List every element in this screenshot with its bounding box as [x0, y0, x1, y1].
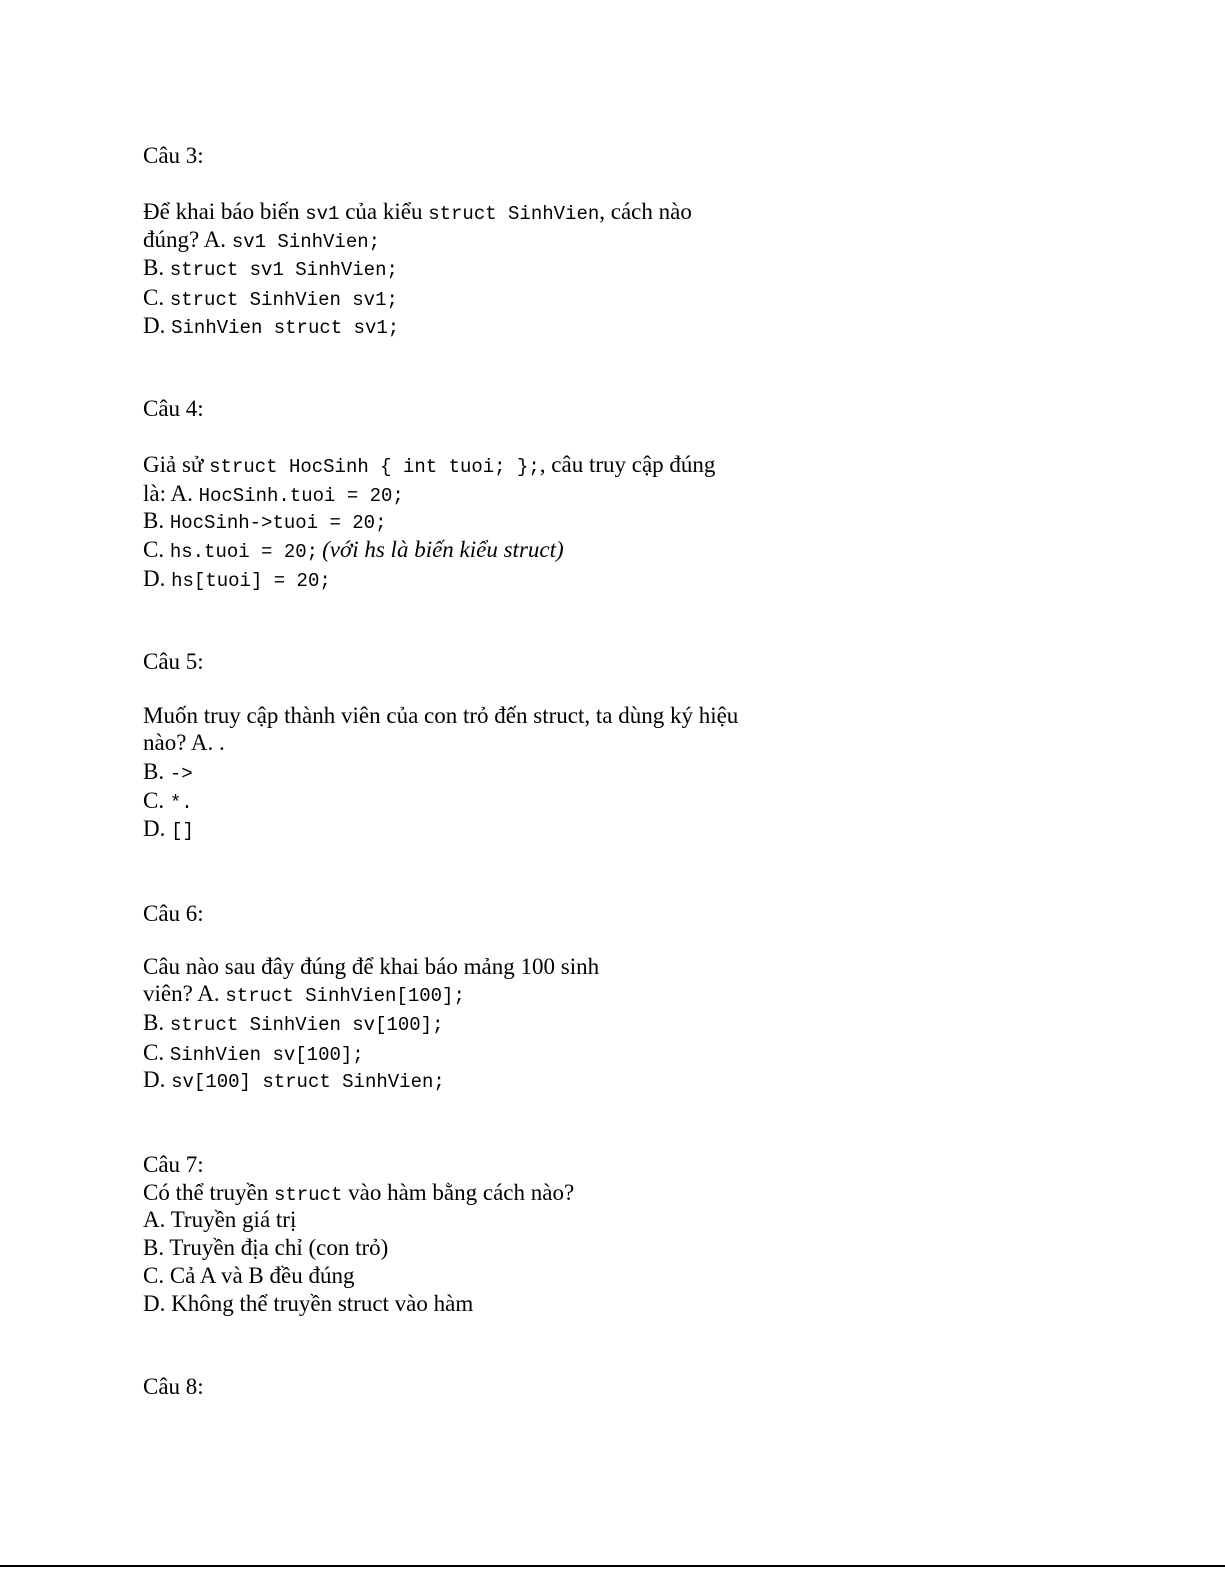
q7-stem-text-1: Có thể truyền — [143, 1180, 274, 1205]
q4-stem-text-2: , câu truy cập đúng — [539, 452, 716, 477]
q7-stem-text-2: vào hàm bằng cách nào? — [342, 1180, 575, 1205]
q5-stem-line2-text: nào? A. — [143, 730, 220, 755]
q4-option-c-note: (với hs là biến kiểu struct) — [322, 537, 564, 562]
q5-option-c-label: C. — [143, 788, 170, 813]
question-6-option-d — [143, 1066, 445, 1097]
q3-stem-code-2: struct SinhVien — [428, 203, 600, 225]
question-4-option-c — [143, 536, 564, 567]
q3-option-d-label: D. — [143, 313, 172, 338]
q3-stem-text-1: Để khai báo biến — [143, 199, 306, 224]
q3-option-b-label: B. — [143, 255, 170, 280]
question-4-title: Câu 4: — [143, 396, 204, 421]
q4-option-a: HocSinh.tuoi = 20; — [198, 485, 404, 507]
question-6-stem-line-1: Câu nào sau đây đúng để khai báo mảng 100 sinh — [143, 954, 600, 979]
question-3-option-c — [143, 284, 398, 315]
question-5-stem-line-2 — [143, 729, 225, 760]
q3-option-c-label: C. — [143, 285, 170, 310]
q5-option-d-label: D. — [143, 816, 172, 841]
q4-option-b-label: B. — [143, 508, 170, 533]
question-6-title: Câu 6: — [143, 901, 204, 926]
page-bottom-border — [0, 1565, 1225, 1567]
q3-stem-text-3: , cách nào — [599, 199, 692, 224]
q3-option-c-code: struct SinhVien sv1; — [169, 289, 398, 311]
question-6-option-b — [143, 1009, 444, 1040]
q6-option-c-code: SinhVien sv[100]; — [169, 1044, 364, 1066]
q4-stem-line2-text: là: A. — [143, 481, 199, 506]
q3-stem-line2-text: đúng? A. — [143, 227, 232, 252]
question-3-option-b — [143, 254, 398, 285]
q4-stem-text-1: Giả sử — [143, 452, 210, 477]
q6-option-b-code: struct SinhVien sv[100]; — [169, 1014, 444, 1036]
question-5-option-d — [143, 815, 194, 846]
question-3-stem-line-1 — [143, 198, 692, 229]
q3-stem-text-2: của kiểu — [339, 199, 429, 224]
q5-option-a: . — [219, 730, 225, 755]
q4-option-d-code: hs[tuoi] = 20; — [171, 570, 331, 592]
q6-option-d-code: sv[100] struct SinhVien; — [171, 1071, 445, 1093]
q6-stem-line2-text: viên? A. — [143, 981, 226, 1006]
question-5-option-c — [143, 787, 193, 818]
question-6-stem-line-2 — [143, 980, 465, 1011]
question-7-title: Câu 7: — [143, 1152, 204, 1177]
q5-option-c-code: *. — [169, 792, 193, 814]
q3-stem-code-1: sv1 — [305, 203, 340, 225]
question-7-option-c: C. Cả A và B đều đúng — [143, 1263, 355, 1288]
q6-option-d-label: D. — [143, 1067, 172, 1092]
question-7-option-a: A. Truyền giá trị — [143, 1207, 297, 1232]
question-4-option-b — [143, 507, 386, 538]
q3-option-a: sv1 SinhVien; — [231, 231, 381, 253]
q4-option-c-label: C. — [143, 537, 170, 562]
q6-option-a: struct SinhVien[100]; — [225, 985, 465, 1007]
question-7-option-b: B. Truyền địa chỉ (con trỏ) — [143, 1235, 389, 1260]
q3-option-b-code: struct sv1 SinhVien; — [169, 259, 398, 281]
q6-option-b-label: B. — [143, 1010, 170, 1035]
question-5-title: Câu 5: — [143, 649, 204, 674]
q4-stem-code-1: struct HocSinh { int tuoi; }; — [209, 456, 540, 478]
q7-stem-code-1: struct — [273, 1184, 343, 1206]
question-3-title: Câu 3: — [143, 143, 204, 168]
q5-option-d-code: [] — [171, 820, 194, 842]
question-7-option-d: D. Không thể truyền struct vào hàm — [143, 1291, 474, 1316]
question-5-option-b — [143, 758, 193, 789]
q5-option-b-label: B. — [143, 759, 170, 784]
question-4-option-d — [143, 565, 331, 596]
question-4-stem-line-1 — [143, 451, 715, 482]
q4-option-c-code: hs.tuoi = 20; — [169, 541, 319, 563]
q6-option-c-label: C. — [143, 1040, 170, 1065]
question-3-option-d — [143, 312, 399, 343]
q3-option-d-code: SinhVien struct sv1; — [171, 317, 400, 339]
q4-option-d-label: D. — [143, 566, 172, 591]
q5-option-b-code: -> — [169, 763, 193, 785]
question-3-stem-line-2 — [143, 226, 380, 257]
question-8-title: Câu 8: — [143, 1374, 204, 1399]
question-5-stem-line-1: Muốn truy cập thành viên của con trỏ đến struct, ta dùng ký hiệu — [143, 703, 739, 728]
q4-option-b-code: HocSinh->tuoi = 20; — [169, 512, 387, 534]
